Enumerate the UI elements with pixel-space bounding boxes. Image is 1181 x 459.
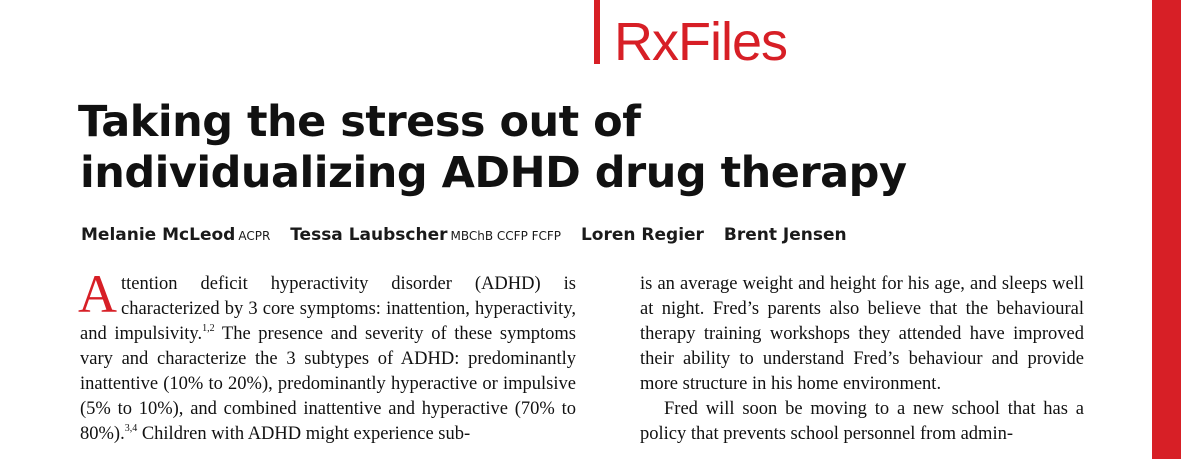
body-column-left [78, 264, 576, 447]
author-list [81, 223, 861, 248]
paragraph-text: Children with ADHD might experience sub- [137, 424, 471, 444]
author-name: Loren Regier [580, 225, 704, 245]
body-paragraph: Fred will soon be moving to a new school that has a policy that prevents school personnel from admin- [640, 399, 1084, 444]
paragraph-text: The presence and severity of these symptoms vary and characterize the 3 subtypes of ADHD: predominantly inattentive (10% to 20%), predominantly hyperactive or impulsive (5% to 10%), and combined inattentive and hyperactive (70% to 80%). [80, 324, 576, 444]
title-line-2: individualizing ADHD drug therapy [80, 148, 907, 198]
citation-ref: 3,4 [124, 423, 138, 434]
body-paragraph: is an average weight and height for his age, and sleeps well at night. Fred’s parents also believe that the behavioural therapy training workshops they attended have improved their ability to understand Fred’s behaviour and provide more structure in his home environment. [640, 274, 1084, 394]
drop-cap: A [78, 264, 117, 324]
author [81, 225, 270, 245]
author [290, 225, 561, 245]
citation-ref: 1,2 [202, 323, 215, 334]
body-paragraph [78, 264, 576, 447]
author [724, 225, 847, 245]
title-line-1: Taking the stress out of [78, 97, 641, 147]
author-credentials: MBChB CCFP FCFP [450, 229, 562, 243]
author-name: Tessa Laubscher [290, 225, 448, 245]
author-name: Melanie McLeod [81, 225, 236, 245]
red-side-bar [1152, 0, 1181, 459]
author-name: Brent Jensen [723, 225, 847, 245]
author-credentials: ACPR [238, 229, 271, 243]
paragraph-text: ttention deficit hyperactivity disorder (ADHD) is characterized by 3 core symptoms: inattention, hyperactivity, and impulsivity. [80, 274, 576, 344]
body-column-right [640, 272, 1084, 447]
author [581, 225, 704, 245]
article-title [78, 97, 907, 199]
brand-rule [594, 0, 600, 64]
brand-logo: RxFiles [614, 12, 788, 72]
